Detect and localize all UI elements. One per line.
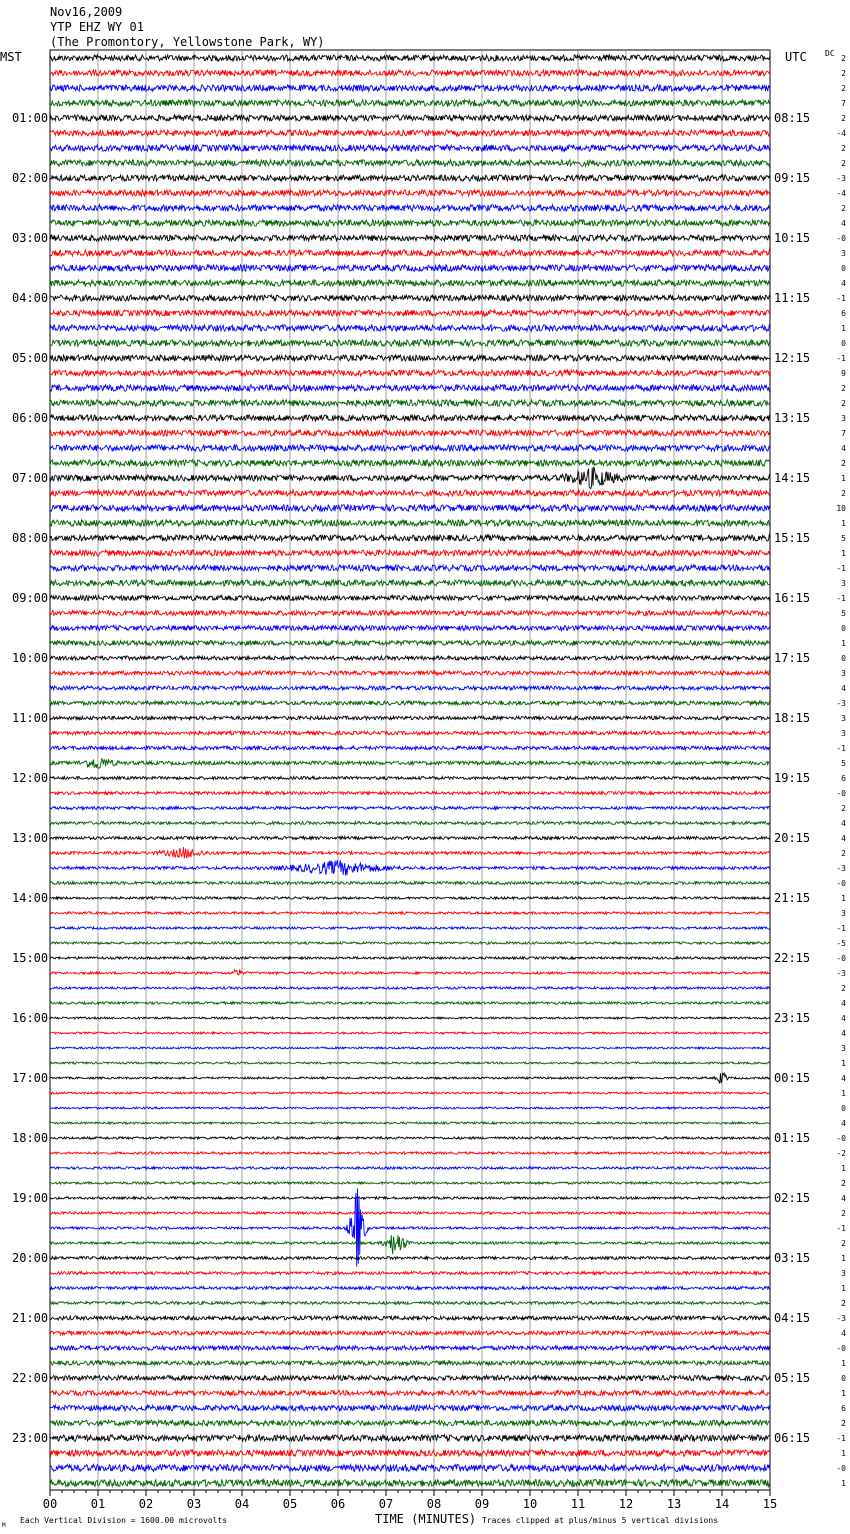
dc-offset-label: 0: [841, 1374, 846, 1383]
dc-offset-label: 4: [841, 999, 846, 1008]
dc-offset-label: -3: [836, 969, 846, 978]
trace-row: [50, 1197, 770, 1199]
trace-row: [50, 1235, 770, 1254]
dc-offset-label: 2: [841, 1299, 846, 1308]
dc-offset-label: 2: [841, 204, 846, 213]
dc-offset-label: 5: [841, 759, 846, 768]
left-hour-label: 04:00: [12, 291, 49, 305]
trace-row: [50, 807, 770, 810]
left-hour-label: 13:00: [12, 831, 49, 845]
trace-row: [50, 1017, 770, 1019]
dc-offset-label: 2: [841, 144, 846, 153]
right-hour-label: 09:15: [774, 171, 811, 185]
scale-note: Each Vertical Division = 1600.00 microvolts: [20, 1516, 228, 1525]
trace-row: [50, 355, 770, 361]
dc-offset-label: 2: [841, 1179, 846, 1188]
trace-row: [50, 325, 770, 331]
trace-row: [50, 1073, 770, 1083]
dc-offset-label: 1: [841, 1089, 846, 1098]
right-hour-label: 03:15: [774, 1251, 811, 1265]
trace-row: [50, 460, 770, 466]
dc-offset-label: 1: [841, 894, 846, 903]
dc-offset-label: 4: [841, 1194, 846, 1203]
dc-offset-label: 1: [841, 1059, 846, 1068]
dc-offset-label: 0: [841, 654, 846, 663]
trace-row: [50, 1361, 770, 1365]
trace-row: [50, 1316, 770, 1320]
dc-offset-label: 6: [841, 774, 846, 783]
left-hour-label: 15:00: [12, 951, 49, 965]
dc-offset-label: 2: [841, 54, 846, 63]
trace-row: [50, 987, 770, 989]
x-axis-ticks: [43, 1490, 777, 1511]
seismic-traces: [50, 55, 770, 1487]
trace-row: [50, 969, 770, 974]
dc-offset-label: 1: [841, 1479, 846, 1488]
trace-row: [50, 220, 770, 226]
corner-mark: M: [2, 1522, 6, 1529]
trace-row: [50, 596, 770, 601]
dc-offset-label: 1: [841, 519, 846, 528]
trace-row: [50, 1346, 770, 1350]
trace-row: [50, 310, 770, 316]
left-hour-label: 02:00: [12, 171, 49, 185]
clip-note: Traces clipped at plus/minus 5 vertical divisions: [482, 1516, 719, 1525]
dc-offset-label: 0: [841, 624, 846, 633]
dc-offset-label: -4: [836, 129, 846, 138]
trace-row: [50, 837, 770, 840]
trace-row: [50, 1167, 770, 1169]
trace-row: [50, 1152, 770, 1154]
trace-row: [50, 1092, 770, 1094]
dc-offset-label: 1: [841, 639, 846, 648]
dc-offset-label: 3: [841, 909, 846, 918]
left-hour-label: 18:00: [12, 1131, 49, 1145]
trace-row: [50, 265, 770, 271]
right-timezone-label: UTC: [785, 50, 807, 64]
trace-row: [50, 656, 770, 660]
trace-row: [50, 1391, 770, 1396]
dc-offset-label: -3: [836, 699, 846, 708]
dc-offset-label: 2: [841, 1419, 846, 1428]
right-hour-label: 10:15: [774, 231, 811, 245]
dc-offset-label: -1: [836, 564, 846, 573]
trace-row: [50, 1480, 770, 1487]
trace-row: [50, 957, 770, 959]
dc-offset-label: 3: [841, 669, 846, 678]
right-hour-label: 05:15: [774, 1371, 811, 1385]
dc-offset-label: -0: [836, 879, 846, 888]
dc-offset-label: -1: [836, 744, 846, 753]
dc-offset-label: 1: [841, 1449, 846, 1458]
dc-offset-label: 0: [841, 264, 846, 273]
trace-row: [50, 505, 770, 511]
trace-row: [50, 1257, 770, 1260]
trace-row: [50, 415, 770, 421]
dc-offset-label: -1: [836, 294, 846, 303]
trace-row: [50, 445, 770, 451]
right-hour-label: 19:15: [774, 771, 811, 785]
dc-offset-label: 2: [841, 1239, 846, 1248]
right-hour-label: 22:15: [774, 951, 811, 965]
trace-row: [50, 340, 770, 346]
dc-offset-label: 2: [841, 804, 846, 813]
x-tick-label: 03: [186, 1497, 202, 1511]
left-hour-label: 14:00: [12, 891, 49, 905]
dc-offset-label: 5: [841, 534, 846, 543]
trace-row: [50, 759, 770, 769]
trace-row: [50, 565, 770, 571]
dc-offset-label: -3: [836, 1314, 846, 1323]
dc-offset-label: 4: [841, 219, 846, 228]
trace-row: [50, 580, 770, 586]
trace-row: [50, 777, 770, 780]
trace-row: [50, 882, 770, 885]
right-hour-label: 15:15: [774, 531, 811, 545]
dc-offset-label: 3: [841, 414, 846, 423]
header-date: Nov16,2009: [50, 5, 123, 19]
right-hour-label: 18:15: [774, 711, 811, 725]
left-hour-label: 23:00: [12, 1431, 49, 1445]
right-hour-label: 01:15: [774, 1131, 811, 1145]
dc-offset-label: 3: [841, 714, 846, 723]
dc-offset-label: 2: [841, 69, 846, 78]
header-station: YTP EHZ WY 01: [50, 20, 144, 34]
dc-offset-label: 3: [841, 729, 846, 738]
trace-row: [50, 686, 770, 690]
left-hour-label: 21:00: [12, 1311, 49, 1325]
x-tick-label: 12: [618, 1497, 634, 1511]
x-tick-label: 05: [282, 1497, 298, 1511]
trace-row: [50, 55, 770, 61]
trace-row: [50, 611, 770, 616]
left-hour-label: 20:00: [12, 1251, 49, 1265]
dc-offset-label: 7: [841, 429, 846, 438]
dc-offset-label: 7: [841, 99, 846, 108]
trace-row: [50, 1122, 770, 1124]
left-hour-label: 22:00: [12, 1371, 49, 1385]
left-hour-label: 12:00: [12, 771, 49, 785]
trace-row: [50, 1062, 770, 1064]
dc-offset-label: 10: [836, 504, 846, 513]
trace-row: [50, 235, 770, 241]
dc-offset-label: 2: [841, 399, 846, 408]
dc-offset-label: 1: [841, 1164, 846, 1173]
dc-offset-label: 1: [841, 1389, 846, 1398]
dc-offset-label: 4: [841, 1329, 846, 1338]
trace-row: [50, 1302, 770, 1305]
dc-offset-label: 2: [841, 459, 846, 468]
trace-row: [50, 490, 770, 496]
left-hour-label: 17:00: [12, 1071, 49, 1085]
trace-row: [50, 190, 770, 196]
dc-offset-label: 1: [841, 1284, 846, 1293]
trace-row: [50, 1450, 770, 1456]
trace-row: [50, 430, 770, 436]
dc-offset-label: 9: [841, 369, 846, 378]
dc-offset-label: 0: [841, 1104, 846, 1113]
dc-offset-label: -0: [836, 1344, 846, 1353]
dc-offset-label: -5: [836, 939, 846, 948]
trace-row: [50, 175, 770, 181]
x-axis-label: TIME (MINUTES): [375, 1512, 477, 1526]
trace-row: [50, 927, 770, 929]
dc-offset-label: -3: [836, 174, 846, 183]
trace-row: [50, 250, 770, 256]
x-tick-label: 06: [330, 1497, 346, 1511]
right-hour-label: 02:15: [774, 1191, 811, 1205]
trace-row: [50, 550, 770, 556]
trace-row: [50, 160, 770, 166]
right-hour-label: 06:15: [774, 1431, 811, 1445]
trace-row: [50, 1182, 770, 1184]
right-hour-label: 04:15: [774, 1311, 811, 1325]
trace-row: [50, 1002, 770, 1004]
right-hour-label: 21:15: [774, 891, 811, 905]
trace-row: [50, 1212, 770, 1214]
dc-offset-label: 3: [841, 249, 846, 258]
left-hour-label: 16:00: [12, 1011, 49, 1025]
x-tick-label: 15: [762, 1497, 778, 1511]
trace-row: [50, 1420, 770, 1426]
dc-label: DC: [825, 49, 835, 58]
x-tick-label: 10: [522, 1497, 538, 1511]
dc-offset-label: -0: [836, 234, 846, 243]
trace-row: [50, 671, 770, 675]
x-tick-label: 07: [378, 1497, 394, 1511]
left-hour-label: 08:00: [12, 531, 49, 545]
trace-row: [50, 942, 770, 944]
trace-row: [50, 731, 770, 735]
trace-row: [50, 1405, 770, 1411]
trace-row: [50, 370, 770, 376]
trace-row: [50, 860, 770, 875]
trace-row: [50, 1188, 770, 1266]
left-timezone-label: MST: [0, 50, 22, 64]
dc-offset-label: 4: [841, 1014, 846, 1023]
right-hour-label: 08:15: [774, 111, 811, 125]
trace-row: [50, 400, 770, 406]
trace-row: [50, 467, 770, 489]
trace-row: [50, 1465, 770, 1472]
trace-row: [50, 70, 770, 76]
trace-row: [50, 130, 770, 136]
dc-offset-label: 2: [841, 84, 846, 93]
dc-offset-label: 2: [841, 984, 846, 993]
dc-offset-label: -0: [836, 1134, 846, 1143]
x-tick-label: 13: [666, 1497, 682, 1511]
x-tick-label: 09: [474, 1497, 490, 1511]
x-tick-label: 14: [714, 1497, 730, 1511]
right-hour-label: 23:15: [774, 1011, 811, 1025]
dc-offset-label: -0: [836, 954, 846, 963]
trace-row: [50, 701, 770, 705]
trace-row: [50, 912, 770, 914]
trace-row: [50, 792, 770, 795]
dc-offset-label: -1: [836, 354, 846, 363]
left-hour-label: 07:00: [12, 471, 49, 485]
header-location: (The Promontory, Yellowstone Park, WY): [50, 35, 325, 49]
dc-offset-label: -0: [836, 1464, 846, 1473]
dc-offset-label: 1: [841, 549, 846, 558]
dc-offset-label: 4: [841, 819, 846, 828]
trace-row: [50, 822, 770, 825]
right-hour-label: 14:15: [774, 471, 811, 485]
trace-row: [50, 520, 770, 526]
dc-offset-label: 6: [841, 309, 846, 318]
right-hour-label: 16:15: [774, 591, 811, 605]
trace-row: [50, 1287, 770, 1290]
dc-offset-label: -4: [836, 189, 846, 198]
dc-offset-label: -1: [836, 594, 846, 603]
dc-offset-label: 4: [841, 279, 846, 288]
dc-offset-label: 5: [841, 609, 846, 618]
trace-row: [50, 746, 770, 750]
trace-row: [50, 535, 770, 541]
dc-offset-label: 3: [841, 579, 846, 588]
dc-offset-label: 4: [841, 1074, 846, 1083]
dc-offset-label: 1: [841, 474, 846, 483]
trace-row: [50, 280, 770, 286]
trace-row: [50, 115, 770, 121]
left-hour-label: 10:00: [12, 651, 49, 665]
dc-offset-label: 2: [841, 114, 846, 123]
trace-row: [50, 1376, 770, 1381]
right-hour-labels: [774, 111, 810, 1445]
trace-row: [50, 1331, 770, 1335]
right-hour-label: 13:15: [774, 411, 811, 425]
x-tick-label: 00: [42, 1497, 58, 1511]
trace-row: [50, 626, 770, 631]
dc-offset-label: 1: [841, 1254, 846, 1263]
right-hour-label: 17:15: [774, 651, 811, 665]
left-hour-labels: [12, 111, 48, 1445]
right-hour-label: 12:15: [774, 351, 811, 365]
trace-row: [50, 1047, 770, 1049]
trace-row: [50, 1137, 770, 1139]
dc-offset-label: -1: [836, 1224, 846, 1233]
dc-offset-label: -1: [836, 1434, 846, 1443]
trace-row: [50, 385, 770, 391]
trace-row: [50, 295, 770, 301]
left-hour-label: 01:00: [12, 111, 49, 125]
dc-offset-label: -0: [836, 789, 846, 798]
dc-offset-label: 4: [841, 1029, 846, 1038]
x-tick-label: 04: [234, 1497, 250, 1511]
left-hour-label: 03:00: [12, 231, 49, 245]
dc-offset-labels: [836, 54, 846, 1488]
dc-offset-label: 3: [841, 1044, 846, 1053]
x-tick-label: 08: [426, 1497, 442, 1511]
trace-row: [50, 1107, 770, 1109]
right-hour-label: 20:15: [774, 831, 811, 845]
dc-offset-label: 2: [841, 489, 846, 498]
trace-row: [50, 85, 770, 91]
left-hour-label: 09:00: [12, 591, 49, 605]
dc-offset-label: 2: [841, 1209, 846, 1218]
dc-offset-label: 1: [841, 1359, 846, 1368]
left-hour-label: 11:00: [12, 711, 49, 725]
right-hour-label: 00:15: [774, 1071, 811, 1085]
trace-row: [50, 897, 770, 899]
dc-offset-label: 1: [841, 324, 846, 333]
dc-offset-label: 4: [841, 444, 846, 453]
right-hour-label: 11:15: [774, 291, 811, 305]
dc-offset-label: 4: [841, 684, 846, 693]
trace-row: [50, 716, 770, 720]
trace-row: [50, 1272, 770, 1275]
left-hour-label: 05:00: [12, 351, 49, 365]
dc-offset-label: 2: [841, 384, 846, 393]
trace-row: [50, 1032, 770, 1034]
left-hour-label: 19:00: [12, 1191, 49, 1205]
dc-offset-label: -1: [836, 924, 846, 933]
x-tick-label: 11: [570, 1497, 586, 1511]
dc-offset-label: 3: [841, 1269, 846, 1278]
trace-row: [50, 641, 770, 646]
dc-offset-label: 2: [841, 849, 846, 858]
dc-offset-label: 2: [841, 159, 846, 168]
left-hour-label: 06:00: [12, 411, 49, 425]
trace-row: [50, 100, 770, 106]
trace-row: [50, 205, 770, 211]
x-tick-label: 02: [138, 1497, 154, 1511]
trace-row: [50, 145, 770, 151]
dc-offset-label: 4: [841, 1119, 846, 1128]
dc-offset-label: 4: [841, 834, 846, 843]
dc-offset-label: 6: [841, 1404, 846, 1413]
trace-row: [50, 1435, 770, 1441]
trace-row: [50, 847, 770, 858]
dc-offset-label: -2: [836, 1149, 846, 1158]
dc-offset-label: 0: [841, 339, 846, 348]
x-tick-label: 01: [90, 1497, 106, 1511]
dc-offset-label: -3: [836, 864, 846, 873]
